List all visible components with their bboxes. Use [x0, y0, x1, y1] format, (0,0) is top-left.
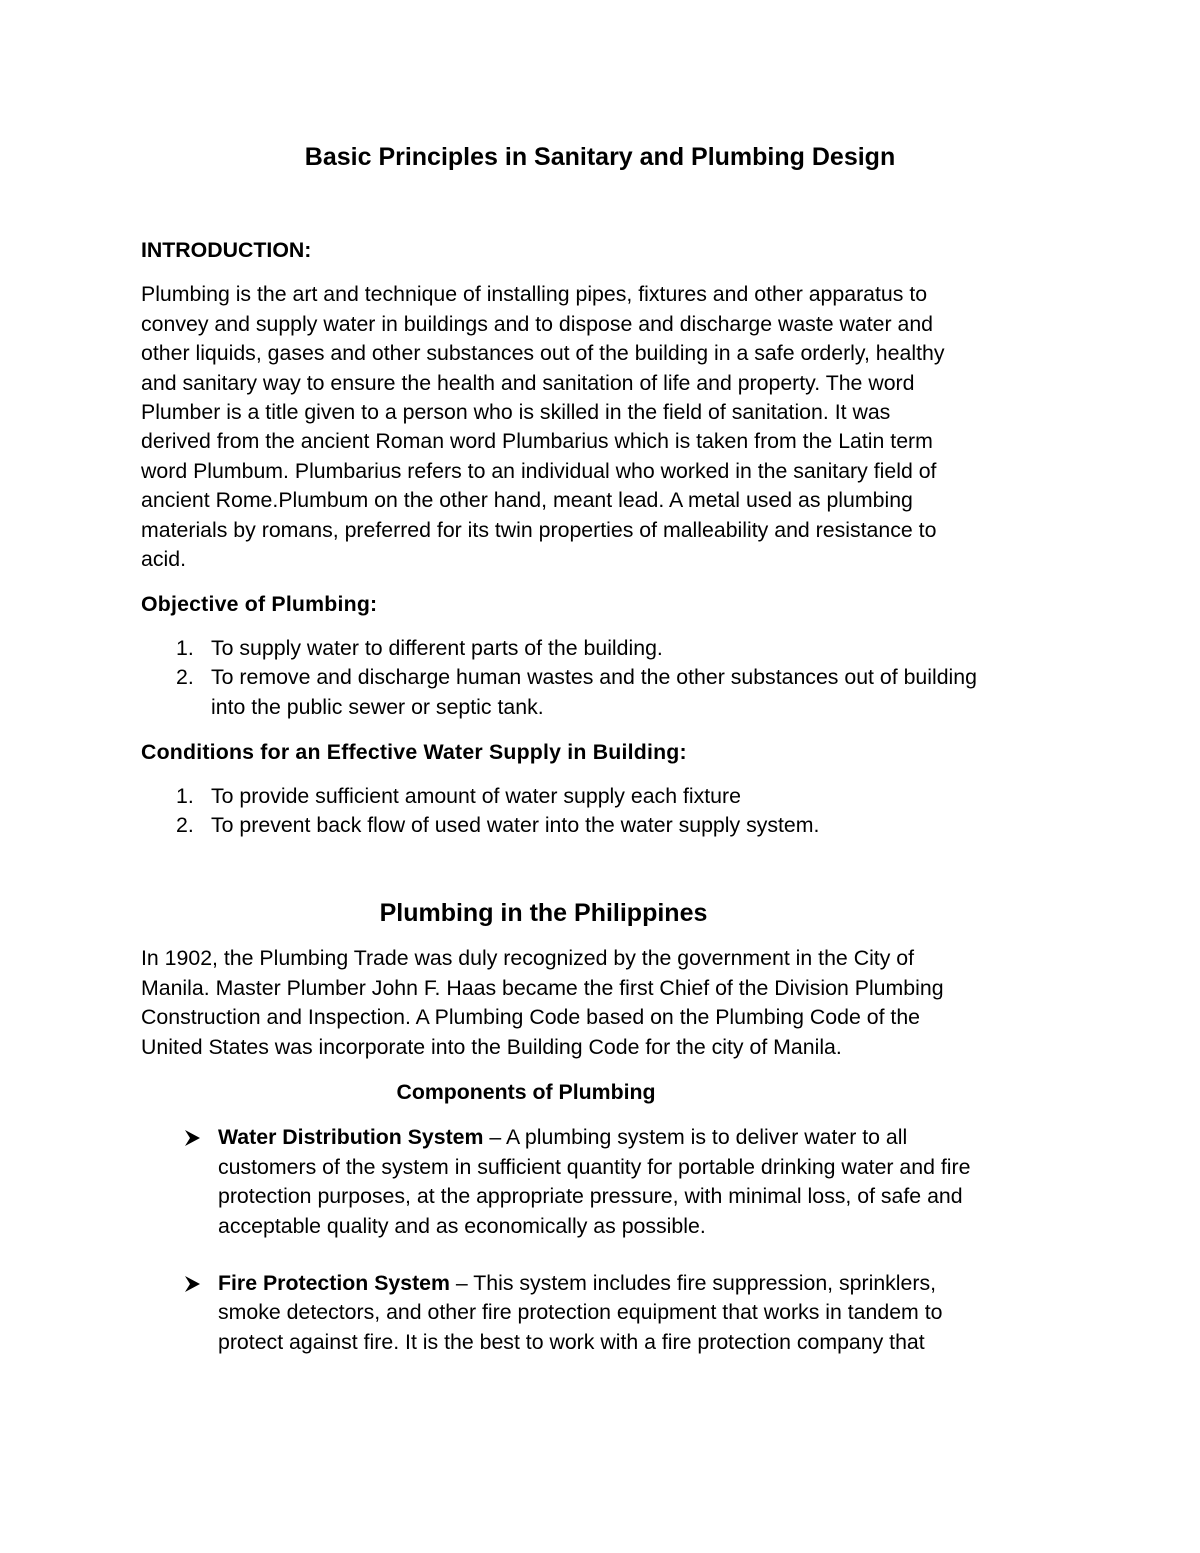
text-line: United States was incorporate into the Building Code for the city of Manila. — [141, 1034, 842, 1059]
conditions-list — [141, 782, 1071, 841]
document-title: Basic Principles in Sanitary and Plumbing Design — [304, 143, 896, 171]
objective-list — [141, 634, 1071, 722]
list-number: 2. — [176, 665, 194, 690]
list-item — [141, 811, 1071, 840]
text-line: To supply water to different parts of the building. — [211, 635, 663, 660]
text-line: Plumbing is the art and technique of installing pipes, fixtures and other apparatus to — [141, 282, 928, 307]
component-item — [141, 1123, 1071, 1241]
text-line: derived from the ancient Roman word Plumbarius which is taken from the Latin term — [141, 429, 933, 454]
text-line: materials by romans, preferred for its twin properties of malleability and resistance to — [141, 517, 937, 542]
components-heading: Components of Plumbing — [396, 1079, 656, 1104]
text-line: To prevent back flow of used water into the water supply system. — [211, 812, 820, 837]
text-line: ancient Rome.Plumbum on the other hand, meant lead. A metal used as plumbing — [141, 488, 913, 513]
document-body — [141, 236, 1071, 1357]
list-item — [141, 663, 1071, 722]
text-line: and sanitary way to ensure the health and sanitation of life and property. The word — [141, 370, 915, 395]
text-line: customers of the system in sufficient quantity for portable drinking water and fire — [218, 1154, 971, 1179]
text-line: To remove and discharge human wastes and the other substances out of building — [211, 665, 977, 690]
text-line: other liquids, gases and other substances out of the building in a safe orderly, healthy — [141, 341, 945, 366]
text-line — [218, 1269, 1071, 1298]
component-item — [141, 1269, 1071, 1357]
list-number: 1. — [176, 783, 194, 808]
conditions-heading: Conditions for an Effective Water Supply in Building: — [141, 740, 687, 765]
text-line: word Plumbum. Plumbarius refers to an individual who worked in the sanitary field of — [141, 458, 937, 483]
text-line: protection purposes, at the appropriate pressure, with minimal loss, of safe and — [218, 1184, 963, 1209]
text-line: convey and supply water in buildings and to dispose and discharge waste water and — [141, 311, 934, 336]
philippines-paragraph — [141, 944, 1071, 1062]
text-line: into the public sewer or septic tank. — [211, 694, 544, 719]
arrow-bullet-icon — [183, 1274, 203, 1294]
text-line: In 1902, the Plumbing Trade was duly recognized by the government in the City of — [141, 946, 915, 971]
list-number: 2. — [176, 812, 194, 837]
list-number: 1. — [176, 635, 194, 660]
component-text: – This system includes fire suppression, sprinklers, — [449, 1270, 937, 1295]
text-line: smoke detectors, and other fire protection equipment that works in tandem to — [218, 1300, 943, 1325]
component-term: Water Distribution System — [218, 1125, 484, 1150]
text-line — [218, 1123, 1071, 1152]
components-list — [141, 1123, 1071, 1357]
list-item — [141, 634, 1071, 663]
text-line: Plumber is a title given to a person who is skilled in the field of sanitation. It was — [141, 400, 891, 425]
text-line: Construction and Inspection. A Plumbing Code based on the Plumbing Code of the — [141, 1005, 921, 1030]
component-term: Fire Protection System — [218, 1270, 450, 1295]
philippines-heading: Plumbing in the Philippines — [379, 899, 708, 928]
text-line: protect against fire. It is the best to work with a fire protection company that — [218, 1329, 925, 1354]
text-line: Manila. Master Plumber John F. Haas became the first Chief of the Division Plumbing — [141, 975, 944, 1000]
introduction-paragraph — [141, 280, 1071, 574]
list-item — [141, 782, 1071, 811]
objective-heading: Objective of Plumbing: — [141, 592, 378, 617]
component-text: – A plumbing system is to deliver water to all — [483, 1125, 908, 1150]
arrow-bullet-icon — [183, 1128, 203, 1148]
text-line: acid. — [141, 547, 186, 572]
text-line: acceptable quality and as economically as possible. — [218, 1213, 706, 1238]
introduction-label: INTRODUCTION: — [141, 238, 312, 262]
text-line: To provide sufficient amount of water supply each fixture — [211, 783, 741, 808]
